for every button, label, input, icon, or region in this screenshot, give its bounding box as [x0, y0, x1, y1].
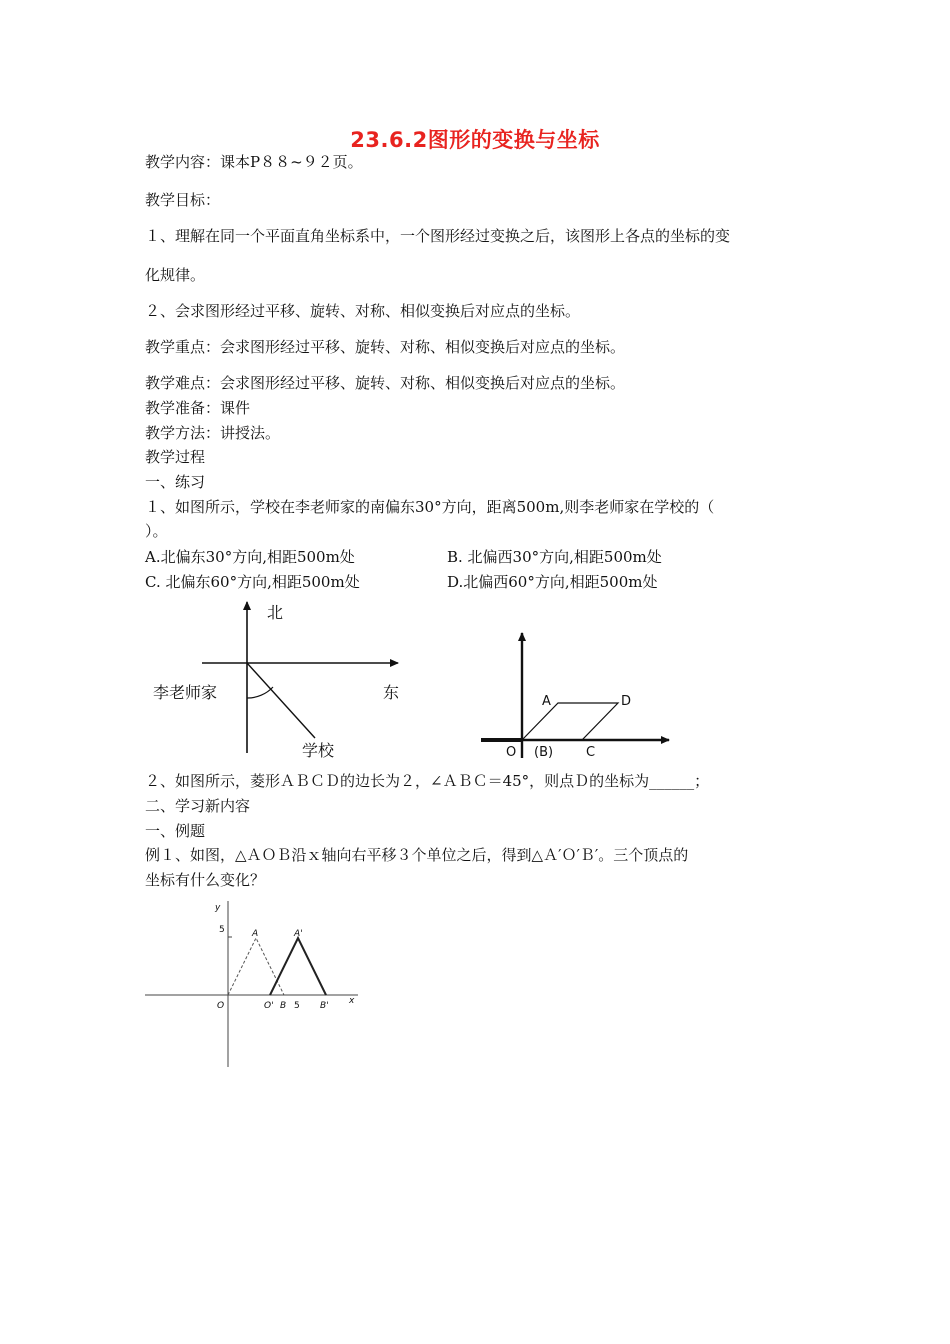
question-1-line-2: ）。 [145, 522, 168, 540]
x-axis-label: x [349, 996, 355, 1006]
section-practice: 一、练习 [145, 473, 206, 491]
teaching-process: 教学过程 [145, 448, 206, 466]
translation-diagram [143, 895, 365, 1075]
document-title: 23.6.2图形的变换与坐标 [350, 128, 600, 152]
rhombus-diagram [478, 628, 676, 762]
option-c: C. 北偏东60°方向,相距500m处 [145, 573, 360, 591]
option-b: B. 北偏西30°方向,相距500m处 [447, 548, 662, 566]
point-b-label: (B) [534, 745, 554, 760]
section-examples: 一、例题 [145, 822, 206, 840]
point-a-label: A [252, 929, 259, 939]
rhombus-abcd [522, 703, 618, 740]
difficult-point: 教学难点：会求图形经过平移、旋转、对称、相似变换后对应点的坐标。 [145, 374, 626, 392]
point-a-prime-label: A' [294, 929, 303, 939]
point-a-label: A [542, 694, 551, 709]
direction-diagram [145, 598, 415, 760]
direction-line [247, 663, 315, 738]
example-1-line-2: 坐标有什么变化？ [145, 871, 266, 889]
point-d-label: D [621, 694, 632, 709]
angle-arc [247, 687, 273, 698]
y-tick-5-label: 5 [219, 925, 225, 935]
option-a: A.北偏东30°方向,相距500m处 [145, 548, 355, 566]
section-new-content: 二、学习新内容 [145, 797, 251, 815]
point-b-prime-label: B' [320, 1001, 329, 1011]
origin-label: O [506, 745, 517, 760]
goal-1-line-1: １、理解在同一个平面直角坐标系中，一个图形经过变换之后，该图形上各点的坐标的变 [145, 227, 731, 245]
point-o-prime-label: O' [264, 1001, 274, 1011]
goal-2: ２、会求图形经过平移、旋转、对称、相似变换后对应点的坐标。 [145, 302, 581, 320]
origin-label: O [217, 1001, 225, 1011]
question-2: ２、如图所示，菱形ＡＢＣＤ的边长为２，∠ＡＢＣ＝45°，则点Ｄ的坐标为______； [145, 772, 710, 790]
question-1-line-1: １、如图所示，学校在李老师家的南偏东30°方向，距离500m,则李老师家在学校的（ [145, 498, 715, 516]
school-label: 学校 [302, 741, 335, 760]
triangle-a-prime-o-prime-b-prime [270, 938, 326, 995]
option-d: D.北偏西60°方向,相距500m处 [447, 573, 658, 591]
north-label: 北 [267, 603, 284, 622]
teaching-preparation: 教学准备：课件 [145, 399, 251, 417]
y-axis-label: y [215, 903, 221, 913]
key-point: 教学重点：会求图形经过平移、旋转、对称、相似变换后对应点的坐标。 [145, 338, 626, 356]
point-c-label: C [586, 745, 596, 760]
teaching-method: 教学方法：讲授法。 [145, 424, 281, 442]
east-label: 东 [383, 683, 400, 702]
x-tick-5-label: 5 [294, 1001, 300, 1011]
goals-heading: 教学目标： [145, 191, 221, 209]
teacher-home-label: 李老师家 [153, 683, 218, 702]
point-b-label: B [280, 1001, 287, 1011]
triangle-aob [228, 938, 284, 995]
example-1-line-1: 例１、如图，△ＡＯＢ沿ｘ轴向右平移３个单位之后，得到△Ａ′Ｏ′Ｂ′。三个顶点的 [145, 846, 689, 864]
teaching-content: 教学内容：课本P８８~９２页。 [145, 153, 363, 171]
goal-1-line-2: 化规律。 [145, 266, 206, 284]
